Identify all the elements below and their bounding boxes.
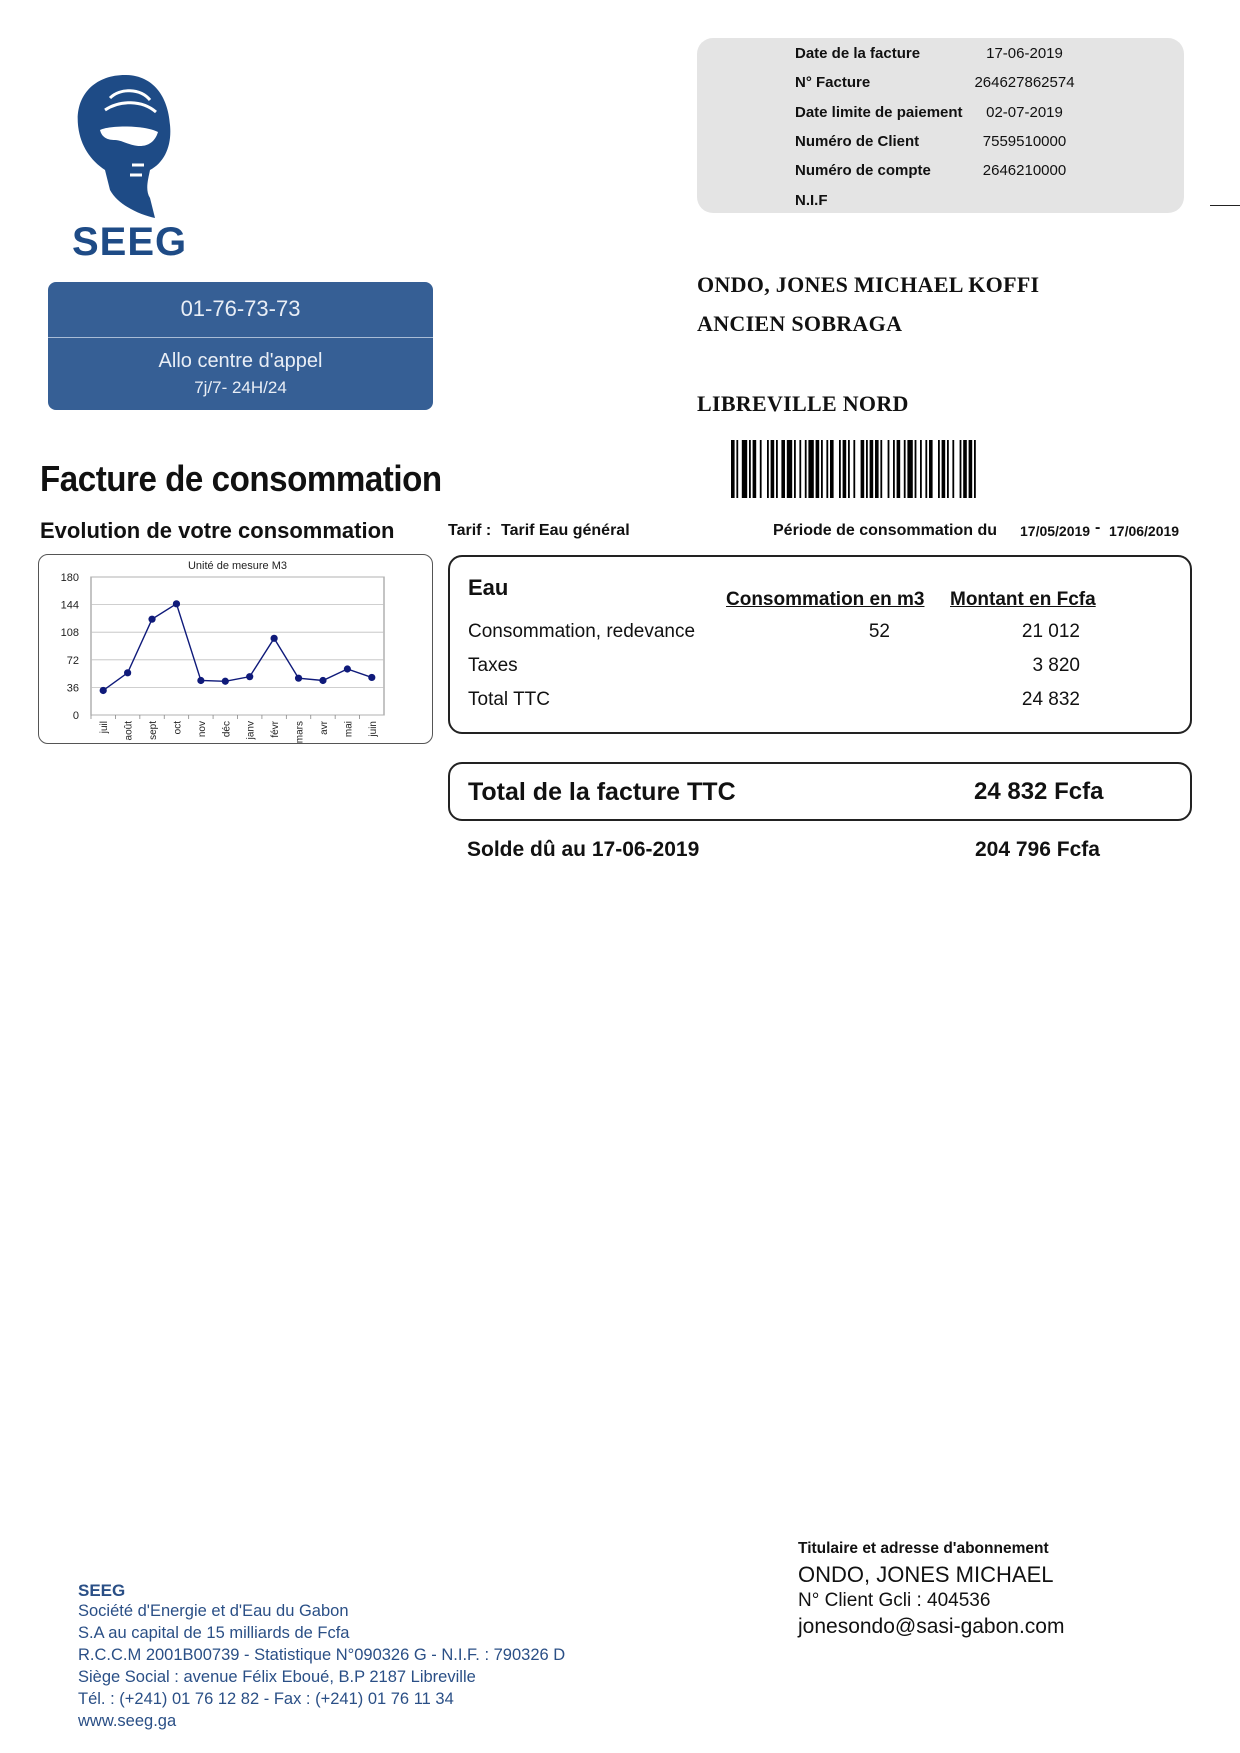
chart-x-tick-label: oct xyxy=(172,721,184,735)
barcode-bar xyxy=(776,440,778,498)
invoice-info-box xyxy=(697,38,1184,213)
chart-data-point xyxy=(124,669,131,676)
chart-x-tick-label: avr xyxy=(318,721,330,735)
customer-address: ANCIEN SOBRAGA xyxy=(697,311,903,336)
water-row-label: Consommation, redevance xyxy=(468,621,696,642)
period-end: 17/06/2019 xyxy=(1109,523,1180,539)
period-label: Période de consommation du xyxy=(773,522,998,539)
info-value-due-date: 02-07-2019 xyxy=(986,104,1063,121)
call-center-label: Allo centre d'appel xyxy=(158,350,323,372)
water-row-consumption: 52 xyxy=(868,621,890,642)
barcode-bar xyxy=(771,440,775,498)
barcode-bar xyxy=(742,440,747,498)
call-center-box xyxy=(48,282,433,410)
chart-x-tick-label: févr xyxy=(270,721,282,738)
info-value-date: 17-06-2019 xyxy=(986,45,1063,62)
consumption-chart-svg xyxy=(39,555,432,743)
barcode-bar xyxy=(920,440,922,498)
barcode-bar xyxy=(938,440,940,498)
chart-y-tick-label: 108 xyxy=(60,627,79,640)
customer-name: ONDO, JONES MICHAEL KOFFI xyxy=(697,272,1040,297)
water-section-title: Eau xyxy=(468,575,509,600)
chart-data-point xyxy=(319,677,326,684)
barcode-bar xyxy=(830,440,834,498)
barcode-bar xyxy=(974,440,976,498)
invoice-total-box xyxy=(448,762,1192,821)
invoice-total-label: Total de la facture TTC xyxy=(468,778,736,806)
chart-y-tick-label: 144 xyxy=(60,599,79,612)
chart-x-tick-label: mars xyxy=(294,721,306,743)
water-row-label: Taxes xyxy=(468,655,518,676)
seeg-logo-text: SEEG xyxy=(72,220,188,264)
barcode-bar xyxy=(925,440,927,498)
barcode-bar xyxy=(736,440,738,498)
barcode-bar xyxy=(880,440,882,498)
chart-x-tick-label: août xyxy=(123,721,135,741)
chart-data-point xyxy=(368,674,375,681)
barcode-bar xyxy=(907,440,912,498)
chart-x-tick-label: juil xyxy=(99,721,111,734)
footer-line: Société d'Energie et d'Eau du Gabon xyxy=(78,1602,349,1620)
barcode-bar xyxy=(904,440,906,498)
info-value-invoice-number: 264627862574 xyxy=(974,74,1075,91)
footer-website-link[interactable]: www.seeg.ga xyxy=(78,1712,177,1730)
barcode-bar xyxy=(875,440,879,498)
evolution-title: Evolution de votre consommation xyxy=(40,518,395,543)
barcode-bar xyxy=(870,440,874,498)
barcode-bar xyxy=(969,440,973,498)
barcode-icon xyxy=(731,440,1121,498)
chart-data-point xyxy=(100,687,107,694)
holder-email-link[interactable]: jonesondo@sasi-gabon.com xyxy=(798,1615,1065,1638)
column-header-amount: Montant en Fcfa xyxy=(950,589,1096,610)
footer-line: Tél. : (+241) 01 76 12 82 - Fax : (+241) 01 76 11 34 xyxy=(78,1690,454,1708)
barcode-bar xyxy=(897,440,901,498)
barcode-bar xyxy=(760,440,762,498)
chart-data-point xyxy=(148,616,155,623)
info-label-date: Date de la facture xyxy=(795,45,921,62)
barcode-bar xyxy=(794,440,796,498)
holder-name: ONDO, JONES MICHAEL xyxy=(798,1562,1054,1587)
call-center-hours: 7j/7- 24H/24 xyxy=(194,378,287,397)
water-row-amount: 24 832 xyxy=(1021,689,1080,710)
balance-due-value: 204 796 Fcfa xyxy=(975,838,1100,861)
chart-y-tick-label: 36 xyxy=(66,682,79,695)
consumption-chart xyxy=(38,554,433,744)
footer-line: S.A au capital de 15 milliards de Fcfa xyxy=(78,1624,350,1642)
tariff-value: Tarif Eau général xyxy=(501,522,630,539)
water-table-box xyxy=(448,555,1192,734)
barcode-bar xyxy=(843,440,847,498)
barcode-bar xyxy=(960,440,962,498)
chart-x-tick-label: sept xyxy=(148,721,160,740)
chart-plot-area xyxy=(91,577,384,715)
chart-x-tick-label: déc xyxy=(221,721,233,738)
invoice-total-value: 24 832 Fcfa xyxy=(974,778,1104,805)
barcode-bar xyxy=(805,440,807,498)
footer-line: R.C.C.M 2001B00739 - Statistique N°090326 G - N.I.F. : 790326 D xyxy=(78,1646,566,1664)
barcode-bar xyxy=(731,440,735,498)
column-header-consumption: Consommation en m3 xyxy=(726,589,925,610)
barcode-bar xyxy=(952,440,954,498)
chart-data-point xyxy=(246,673,253,680)
chart-x-tick-label: juin xyxy=(367,721,379,737)
chart-x-tick-label: mai xyxy=(343,721,355,738)
barcode-bar xyxy=(808,440,813,498)
tariff-label: Tarif : xyxy=(448,522,492,539)
chart-data-point xyxy=(222,678,229,685)
chart-title: Unité de mesure M3 xyxy=(187,560,288,572)
info-value-client-number: 7559510000 xyxy=(982,133,1067,150)
chart-y-tick-label: 0 xyxy=(72,710,79,722)
barcode-bar xyxy=(767,440,769,498)
barcode-bar xyxy=(781,440,785,498)
barcode-bar xyxy=(826,440,828,498)
info-label-client-number: Numéro de Client xyxy=(795,133,920,150)
call-center-divider xyxy=(48,337,433,338)
chart-x-tick-label: janv xyxy=(245,721,257,740)
barcode-bar xyxy=(787,440,792,498)
info-label-account-number: Numéro de compte xyxy=(795,162,931,179)
chart-data-point xyxy=(197,677,204,684)
period-separator: - xyxy=(1095,519,1101,536)
info-label-due-date: Date limite de paiement xyxy=(795,104,963,121)
barcode-bar xyxy=(915,440,917,498)
footer-company: SEEG xyxy=(78,1581,126,1600)
chart-data-point xyxy=(173,600,180,607)
call-center-phone: 01-76-73-73 xyxy=(180,296,301,321)
barcode-bar xyxy=(816,440,820,498)
info-label-nif: N.I.F xyxy=(795,192,828,209)
holder-title: Titulaire et adresse d'abonnement xyxy=(798,1540,1049,1557)
holder-client-id: N° Client Gcli : 404536 xyxy=(798,1590,991,1611)
chart-data-point xyxy=(344,665,351,672)
barcode-bar xyxy=(929,440,933,498)
barcode-bar xyxy=(942,440,946,498)
barcode-bar xyxy=(861,440,865,498)
barcode-bar xyxy=(753,440,757,498)
barcode-bar xyxy=(947,440,949,498)
document-title: Facture de consommation xyxy=(40,458,442,499)
water-row-label: Total TTC xyxy=(468,689,551,710)
chart-data-point xyxy=(271,635,278,642)
edge-mark-line xyxy=(1210,205,1240,206)
barcode-bar xyxy=(853,440,855,498)
barcode-bar xyxy=(893,440,895,498)
barcode-bar xyxy=(848,440,850,498)
barcode-bar xyxy=(749,440,751,498)
customer-city: LIBREVILLE NORD xyxy=(697,391,909,416)
barcode-bar xyxy=(866,440,868,498)
footer-line: Siège Social : avenue Félix Eboué, B.P 2187 Libreville xyxy=(78,1668,476,1686)
info-value-account-number: 2646210000 xyxy=(982,162,1067,179)
barcode-bar xyxy=(839,440,841,498)
water-row-amount: 3 820 xyxy=(1032,655,1080,676)
water-row-amount: 21 012 xyxy=(1021,621,1080,642)
period-start: 17/05/2019 xyxy=(1020,523,1091,539)
barcode-bar xyxy=(963,440,967,498)
chart-y-tick-label: 72 xyxy=(66,654,79,667)
seeg-logo-mask-icon xyxy=(70,70,180,220)
balance-due-label: Solde dû au 17-06-2019 xyxy=(467,838,700,861)
chart-y-tick-label: 180 xyxy=(60,572,79,584)
info-label-invoice-number: N° Facture xyxy=(795,74,871,91)
chart-x-tick-label: nov xyxy=(196,721,208,738)
chart-data-point xyxy=(295,675,302,682)
barcode-bar xyxy=(799,440,801,498)
barcode-bar xyxy=(821,440,823,498)
barcode-bar xyxy=(888,440,890,498)
